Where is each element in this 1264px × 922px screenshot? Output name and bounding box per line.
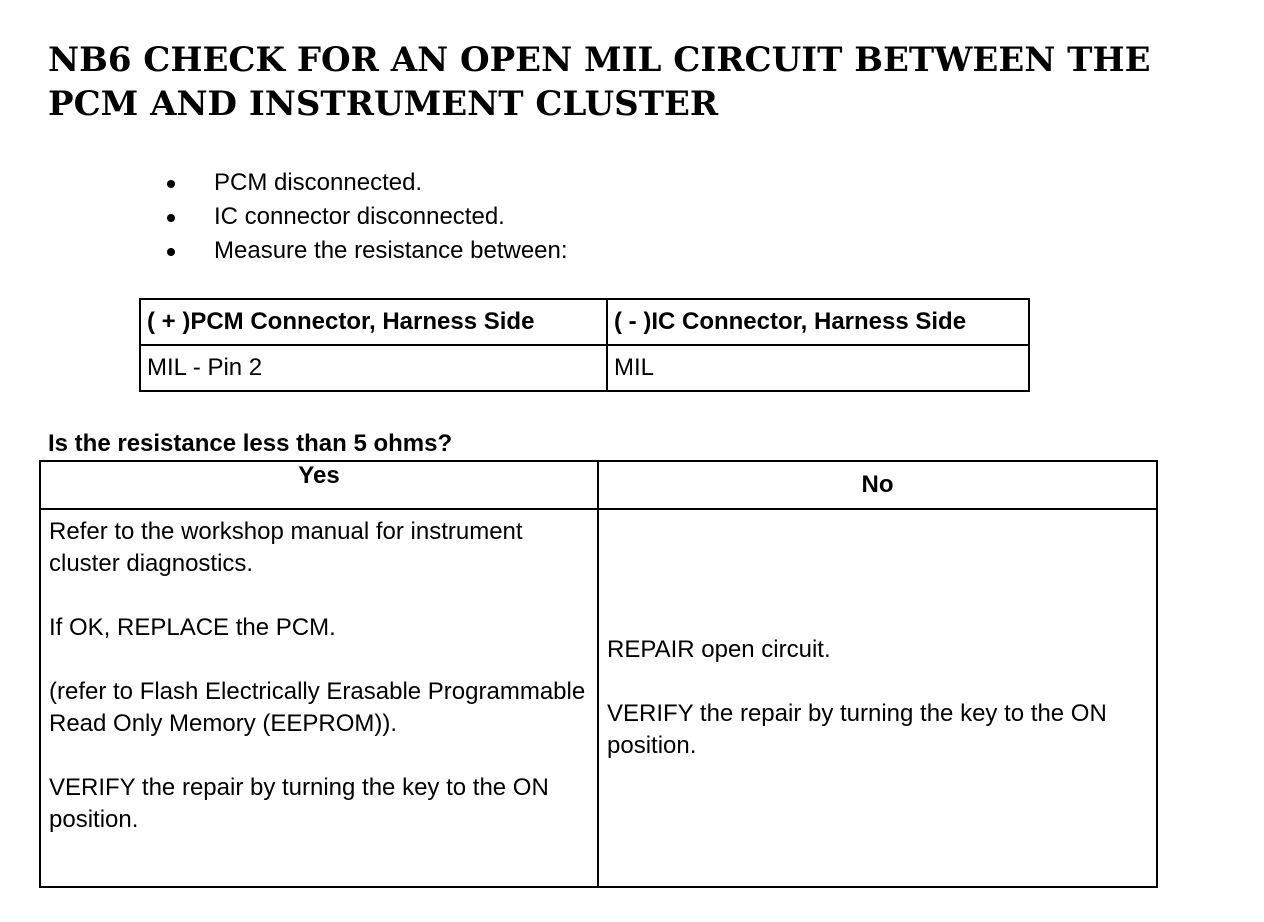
list-item <box>164 166 568 200</box>
yes-action-text: VERIFY the repair by turning the key to the ON position. <box>49 774 549 833</box>
column-header-ic-connector: ( - )IC Connector, Harness Side <box>607 299 1029 345</box>
precondition-list <box>164 166 568 268</box>
list-item <box>164 200 568 234</box>
yes-action-text: Refer to the workshop manual for instrument cluster diagnostics. <box>49 518 523 577</box>
result-table <box>39 460 1158 888</box>
table-row <box>140 345 1029 391</box>
yes-action-text: (refer to Flash Electrically Erasable Programmable Read Only Memory (EEPROM)). <box>49 678 586 737</box>
list-item-text: IC connector disconnected. <box>214 203 505 230</box>
page-title: NB6 CHECK FOR AN OPEN MIL CIRCUIT BETWEEN THE PCM AND INSTRUMENT CLUSTER <box>48 40 1151 124</box>
yes-action-cell <box>40 509 598 887</box>
measurement-table <box>139 298 1030 392</box>
no-action-text: REPAIR open circuit. <box>607 636 831 663</box>
no-action-text: VERIFY the repair by turning the key to the ON position. <box>607 700 1107 759</box>
column-header-pcm-connector: ( + )PCM Connector, Harness Side <box>140 299 607 345</box>
resistance-question: Is the resistance less than 5 ohms? <box>48 430 453 457</box>
column-header-no: No <box>598 461 1157 509</box>
table-row <box>40 509 1157 887</box>
no-action-cell <box>598 509 1157 887</box>
column-header-yes: Yes <box>40 461 598 509</box>
table-cell-pcm-pin: MIL - Pin 2 <box>140 345 607 391</box>
table-header-row <box>140 299 1029 345</box>
list-item-text: Measure the resistance between: <box>214 237 568 264</box>
table-header-row <box>40 461 1157 509</box>
table-cell-ic-pin: MIL <box>607 345 1029 391</box>
list-item <box>164 234 568 268</box>
bullet-icon <box>167 248 175 256</box>
bullet-icon <box>167 180 175 188</box>
list-item-text: PCM disconnected. <box>214 169 423 196</box>
bullet-icon <box>167 214 175 222</box>
yes-action-text: If OK, REPLACE the PCM. <box>49 614 336 641</box>
